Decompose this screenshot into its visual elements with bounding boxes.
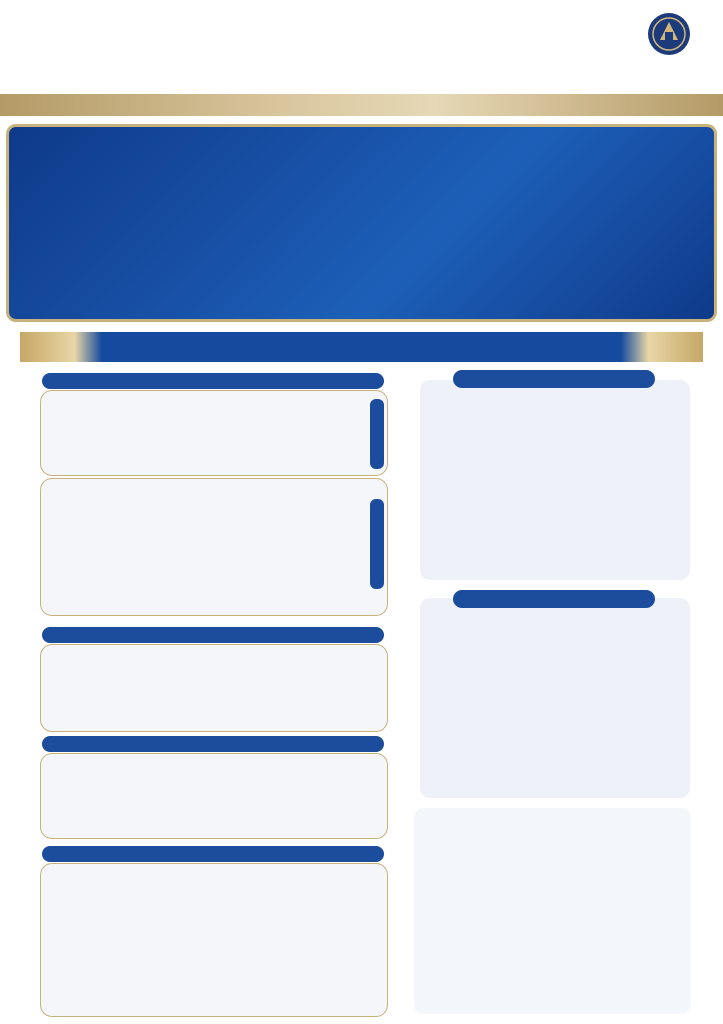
top-percent-chart — [414, 808, 691, 1014]
newsletter-band — [0, 94, 723, 116]
published-chart-box — [420, 380, 690, 580]
groups-priorities-panel — [40, 390, 388, 476]
citations-chart-box — [420, 598, 690, 798]
badi-panel — [40, 863, 388, 1017]
published-chart-title — [453, 370, 655, 388]
badi-title — [42, 846, 384, 862]
citations-chart — [420, 598, 690, 798]
colleges-label — [370, 499, 384, 589]
nature-panel — [40, 644, 388, 732]
published-research-chart — [420, 380, 690, 580]
congratulations-box — [6, 124, 717, 322]
university-logo — [640, 8, 698, 88]
section-ribbon — [20, 332, 703, 362]
top-percent-chart-box — [414, 808, 691, 1014]
groups-colleges-panel — [40, 478, 388, 616]
priorities-label — [370, 399, 384, 469]
nature-title — [42, 627, 384, 643]
citations-chart-title — [453, 590, 655, 608]
groups-title — [42, 373, 384, 389]
logo-emblem-icon — [646, 8, 692, 60]
grad-panel — [40, 753, 388, 839]
grad-title — [42, 736, 384, 752]
